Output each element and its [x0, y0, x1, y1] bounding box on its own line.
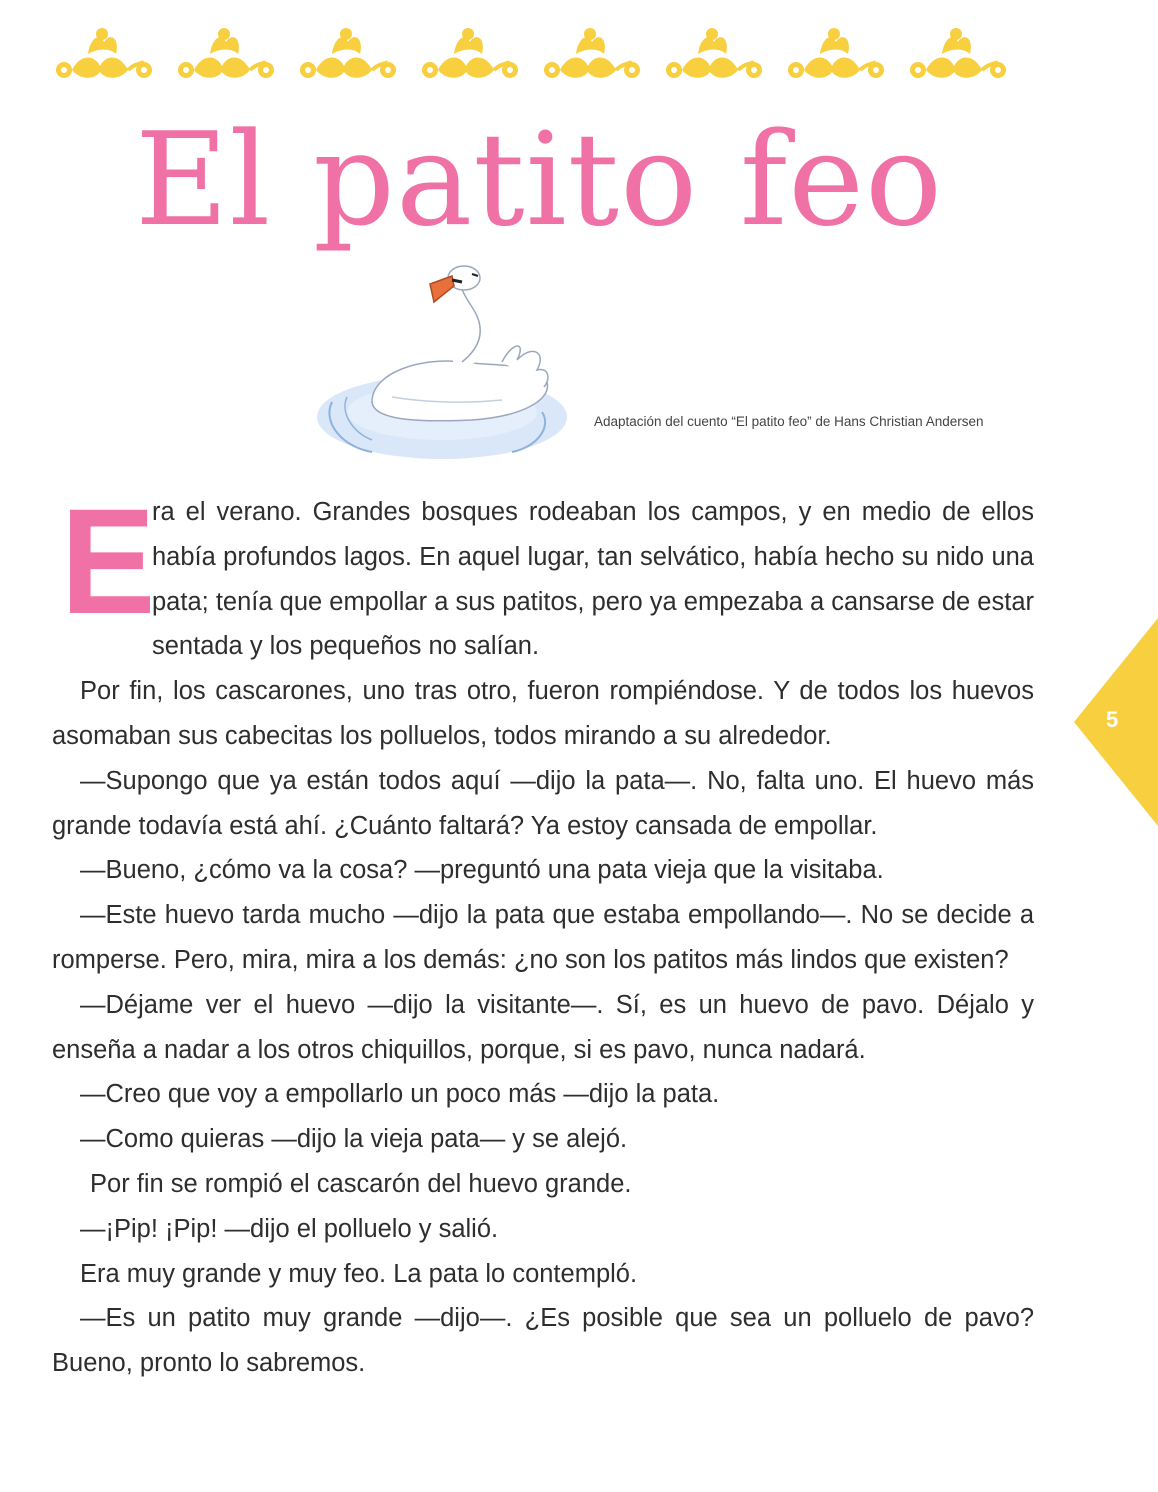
paragraph-5: —Este huevo tarda mucho —dijo la pata que estaba empollando—. No se decide a romperse. Pero, mira, mira a los demás: ¿no son los patitos más lindos que existen?: [52, 901, 1034, 974]
paragraph-11: Era muy grande y muy feo. La pata lo contempló.: [80, 1259, 638, 1288]
paragraph-3: —Supongo que ya están todos aquí —dijo la pata—. No, falta uno. El huevo más grande todavía está ahí. ¿Cuánto faltará? Ya estoy cansada de empollar.: [52, 766, 1034, 840]
adaptation-credit: Adaptación del cuento “El patito feo” de Hans Christian Andersen: [594, 414, 984, 429]
paragraph-1: E ra el verano. Grandes bosques rodeaban los campos, y en medio de ellos había profundos lagos. En aquel lugar, tan selvático, había hecho su nido una pata; tenía que empollar a sus patitos, pero ya empezaba a cansarse de estar sentada y los pequeños no salían.: [52, 490, 1034, 669]
swan-illustration: [312, 262, 582, 462]
page-number: 5: [1106, 707, 1119, 732]
paragraph-9: Por fin se rompió el cascarón del huevo grande.: [90, 1169, 632, 1198]
paragraph-12: —Es un patito muy grande —dijo—. ¿Es posible que sea un polluelo de pavo? Bueno, pronto lo sabremos.: [52, 1304, 1034, 1378]
paragraph-2: Por fin, los cascarones, uno tras otro, fueron rompiéndose. Y de todos los huevos asomaban sus cabecitas los polluelos, todos mirando a su alrededor.: [52, 677, 1034, 750]
paragraph-6: —Déjame ver el huevo —dijo la visitante—. Sí, es un huevo de pavo. Déjalo y enseña a nadar a los otros chiquillos, porque, si es pavo, nunca nadará.: [52, 990, 1034, 1064]
story-title: El patito feo: [134, 106, 944, 255]
drop-cap: E: [60, 477, 156, 645]
paragraph-4: —Bueno, ¿cómo va la cosa? —preguntó una pata vieja que la visitaba.: [80, 856, 884, 885]
story-body: [52, 477, 1034, 1386]
paragraph-8: —Como quieras —dijo la vieja pata— y se alejó.: [80, 1125, 628, 1154]
paragraph-7: —Creo que voy a empollarlo un poco más —dijo la pata.: [80, 1080, 720, 1109]
ornament-border: [50, 24, 1030, 94]
paragraph-10: —¡Pip! ¡Pip! —dijo el polluelo y salió.: [80, 1214, 499, 1243]
